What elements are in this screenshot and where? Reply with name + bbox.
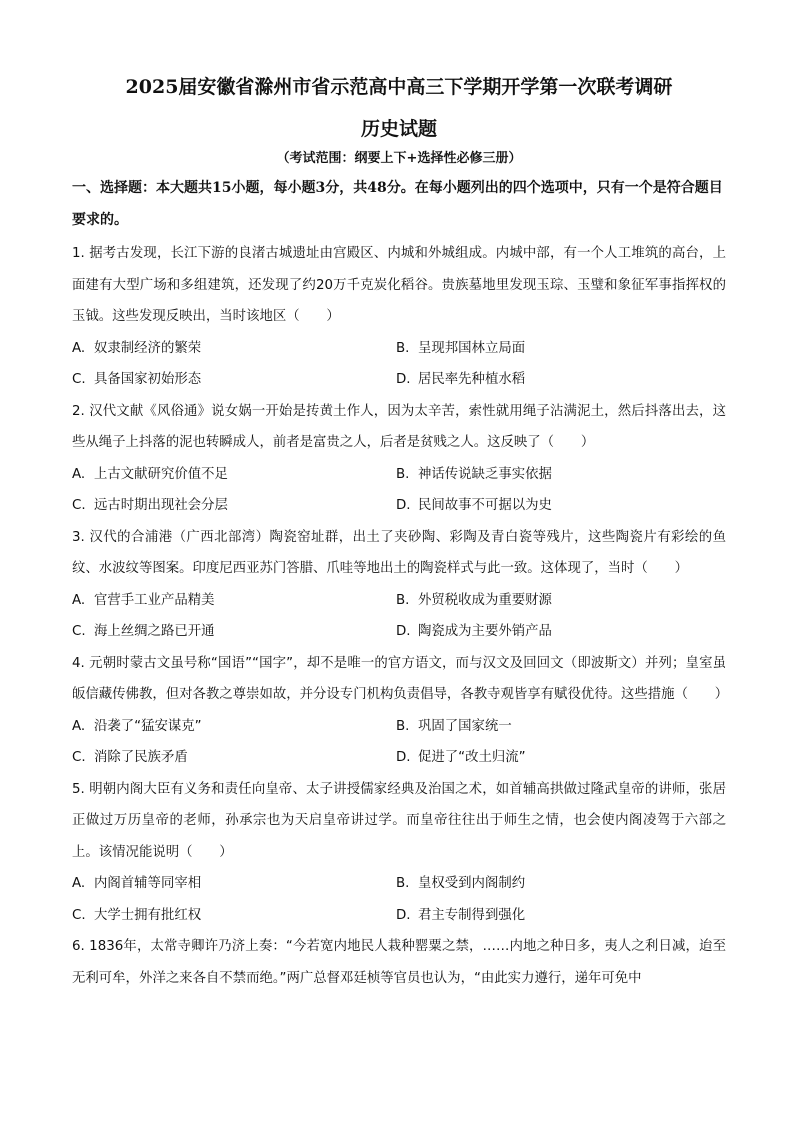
option-grid <box>72 333 726 396</box>
option-b[interactable]: B. 神话传说缺乏事实依据 <box>396 466 552 482</box>
option-a[interactable]: A. 内阁首辅等同宰相 <box>72 876 202 891</box>
option-b[interactable]: B. 外贸税收成为重要财源 <box>396 592 552 608</box>
question-list <box>72 238 729 994</box>
question-stem: 5. 明朝内阁大臣有义务和责任向皇帝、太子讲授儒家经典及治国之术，如首辅高拱做过隆武皇帝的讲师，张居正做过万历皇帝的老师，孙承宗也为天启皇帝讲过学。而皇帝往往出于师生之情，也会使内阁凌驾于六部之上。该情况能说明（ ） <box>72 781 726 860</box>
exam-title: 2025届安徽省滁州市省示范高中高三下学期开学第一次联考调研 <box>125 76 673 98</box>
option-b[interactable]: B. 巩固了国家统一 <box>396 718 512 734</box>
option-d[interactable]: D. 陶瓷成为主要外销产品 <box>396 624 552 639</box>
question-stem: 4. 元朝时蒙古文虽号称“国语”“国字”，却不是唯一的官方语文，而与汉文及回回文（即波斯文）并列；皇室虽皈信藏传佛教，但对各教之尊崇如故，并分设专门机构负责倡导，各教寺观皆享有赋役优待。这些措施（ ） <box>72 655 729 702</box>
option-d[interactable]: D. 居民率先种植水稻 <box>396 372 526 387</box>
option-c[interactable]: C. 大学士拥有批红权 <box>72 907 202 923</box>
question-stem: 6. 1836年，太常寺卿许乃济上奏：“今若宽内地民人栽种罂粟之禁，……内地之种日多，夷人之利日减，迨至无利可牟，外洋之来各自不禁而绝。”两广总督邓廷桢等官员也认为，“由此实力遵行，递年可免中 <box>72 939 726 986</box>
option-c[interactable]: C. 具备国家初始形态 <box>72 372 202 387</box>
option-d[interactable]: D. 君主专制得到强化 <box>396 907 526 923</box>
option-c[interactable]: C. 远古时期出现社会分层 <box>72 498 228 513</box>
option-c[interactable]: C. 消除了民族矛盾 <box>72 750 188 765</box>
option-b[interactable]: B. 皇权受到内阁制约 <box>396 876 526 891</box>
option-grid <box>72 459 726 522</box>
question <box>72 648 729 774</box>
option-d[interactable]: D. 民间故事不可据以为史 <box>396 498 552 513</box>
option-grid <box>72 711 726 774</box>
option-c[interactable]: C. 海上丝绸之路已开通 <box>72 624 215 639</box>
option-a[interactable]: A. 奴隶制经济的繁荣 <box>72 340 202 356</box>
option-a[interactable]: A. 上古文献研究价值不足 <box>72 466 228 482</box>
option-d[interactable]: D. 促进了“改土归流” <box>396 750 526 765</box>
question-stem: 3. 汉代的合浦港（广西北部湾）陶瓷窑址群，出土了夹砂陶、彩陶及青白瓷等残片，这些陶瓷片有彩绘的鱼纹、水波纹等图案。印度尼西亚苏门答腊、爪哇等地出土的陶瓷样式与此一致。这体现了，当时（ ） <box>72 529 726 576</box>
option-grid <box>72 585 726 648</box>
exam-subtitle: 历史试题 <box>360 118 437 140</box>
question <box>72 931 726 994</box>
exam-scope: （考试范围：纲要上下+选择性必修三册） <box>276 151 522 166</box>
option-grid <box>72 868 726 931</box>
question <box>72 522 726 648</box>
question <box>72 396 726 522</box>
option-a[interactable]: A. 沿袭了“猛安谋克” <box>72 718 202 734</box>
question-stem: 2. 汉代文献《风俗通》说女娲一开始是抟黄土作人，因为太辛苦，索性就用绳子沾满泥土，然后抖落出去，这些从绳子上抖落的泥也转瞬成人，前者是富贵之人，后者是贫贱之人。这反映了（ ） <box>72 403 726 450</box>
section-heading: 一、选择题：本大题共15小题，每小题3分，共48分。在每小题列出的四个选项中，只有一个是符合题目要求的。 <box>72 180 723 228</box>
question-stem: 1. 据考古发现，长江下游的良渚古城遗址由宫殿区、内城和外城组成。内城中部，有一个人工堆筑的高台，上面建有大型广场和多组建筑，还发现了约20万千克炭化稻谷。贵族墓地里发现玉琮、玉璧和象征军事指挥权的玉钺。这些发现反映出，当时该地区（ ） <box>72 246 726 324</box>
option-a[interactable]: A. 官营手工业产品精美 <box>72 592 215 608</box>
exam-page <box>72 68 729 994</box>
option-b[interactable]: B. 呈现邦国林立局面 <box>396 340 526 356</box>
question <box>72 774 726 932</box>
question <box>72 238 726 396</box>
